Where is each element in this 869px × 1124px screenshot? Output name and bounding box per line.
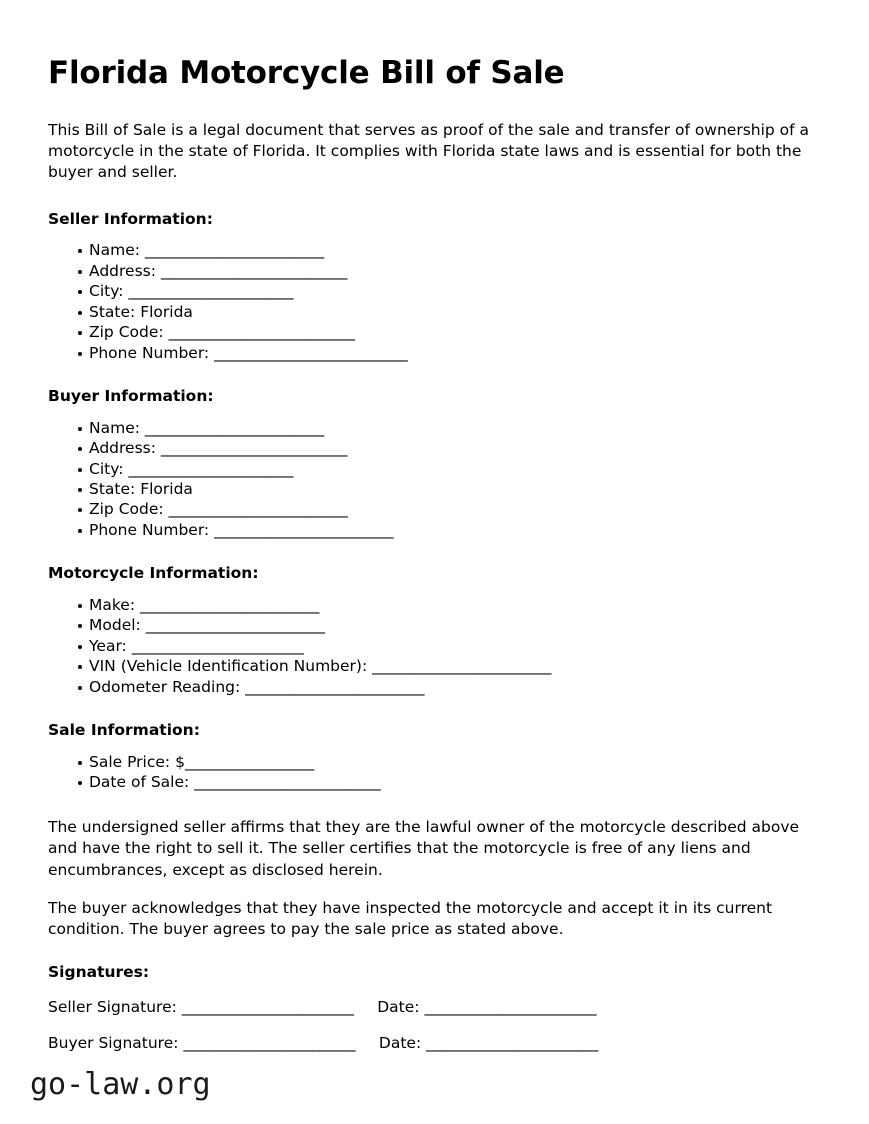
- sale-information-fields: [48, 752, 821, 793]
- page-title: Florida Motorcycle Bill of Sale: [48, 55, 565, 91]
- buyer-date-blank[interactable]: ________________________: [426, 1033, 598, 1052]
- list-item: [48, 281, 821, 301]
- list-item: [48, 240, 821, 260]
- field-label: State:: [89, 302, 136, 321]
- field-label: Address:: [89, 439, 156, 458]
- field-blank[interactable]: __________________________: [194, 773, 381, 792]
- list-item: [48, 677, 821, 697]
- field-value: Florida: [140, 480, 193, 499]
- list-item: [48, 752, 821, 772]
- field-label: Name:: [89, 241, 140, 260]
- seller-affirmation-paragraph: The undersigned seller affirms that they are the lawful owner of the motorcycle described above and have the right to sell it. The seller certifies that the motorcycle is free of any liens and encumbrances, except as disclosed herein.: [48, 817, 800, 879]
- field-blank[interactable]: _________________________: [372, 657, 551, 676]
- field-blank[interactable]: ___________________________: [214, 343, 408, 362]
- field-blank[interactable]: _________________________: [140, 595, 319, 614]
- field-label: Model:: [89, 616, 141, 635]
- list-item: [48, 656, 821, 676]
- seller-information-fields: [48, 240, 821, 363]
- field-label: Phone Number:: [89, 520, 210, 539]
- seller-signature-label: Seller Signature:: [48, 997, 177, 1016]
- field-blank[interactable]: _________________________: [245, 677, 424, 696]
- field-label: Zip Code:: [89, 500, 164, 519]
- list-item: [48, 615, 821, 635]
- field-blank[interactable]: __________________________: [160, 261, 347, 280]
- intro-paragraph: This Bill of Sale is a legal document that serves as proof of the sale and transfer of ownership of a motorcycle in the state of Florida. It complies with Florida state laws and is essential for both the buyer and seller.: [48, 120, 810, 182]
- buyer-information-fields: [48, 418, 821, 541]
- buyer-signature-row: [48, 1033, 821, 1053]
- motorcycle-information-heading: Motorcycle Information:: [48, 564, 259, 583]
- list-item: [48, 438, 821, 458]
- field-blank[interactable]: _________________________: [144, 418, 324, 437]
- field-label: Name:: [89, 418, 140, 437]
- field-label: Date of Sale:: [89, 773, 190, 792]
- field-label: Odometer Reading:: [89, 677, 241, 696]
- list-item: [48, 459, 821, 479]
- seller-information-heading: Seller Information:: [48, 209, 213, 228]
- motorcycle-information-fields: [48, 595, 821, 697]
- field-label: Sale Price: $: [89, 752, 185, 771]
- list-item: [48, 322, 821, 342]
- field-blank[interactable]: __________________________: [160, 439, 347, 458]
- list-item: [48, 261, 821, 281]
- site-watermark: go-law.org: [30, 1067, 211, 1102]
- list-item: [48, 418, 821, 438]
- field-label: VIN (Vehicle Identification Number):: [89, 657, 368, 676]
- signatures-heading: Signatures:: [48, 962, 150, 981]
- list-item: [48, 343, 821, 363]
- field-blank[interactable]: _________________________: [144, 241, 324, 260]
- buyer-signature-label: Buyer Signature:: [48, 1033, 179, 1052]
- field-label: City:: [89, 459, 124, 478]
- list-item: [48, 636, 821, 656]
- seller-date-label: Date:: [377, 997, 420, 1016]
- field-value: Florida: [140, 302, 193, 321]
- sale-information-heading: Sale Information:: [48, 721, 200, 740]
- field-label: Address:: [89, 261, 156, 280]
- list-item: [48, 595, 821, 615]
- buyer-information-heading: Buyer Information:: [48, 387, 214, 406]
- field-blank[interactable]: __________________: [184, 752, 314, 771]
- field-blank[interactable]: _________________________: [168, 500, 348, 519]
- list-item: [48, 302, 821, 322]
- field-label: Make:: [89, 595, 136, 614]
- seller-signature-row: [48, 997, 821, 1017]
- list-item: [48, 772, 821, 792]
- field-label: State:: [89, 480, 136, 499]
- field-blank[interactable]: _______________________: [128, 459, 293, 478]
- field-label: Zip Code:: [89, 323, 164, 342]
- field-label: Year:: [89, 636, 127, 655]
- buyer-acknowledgement-paragraph: The buyer acknowledges that they have inspected the motorcycle and accept it in its current condition. The buyer agrees to pay the sale price as stated above.: [48, 898, 773, 939]
- buyer-date-label: Date:: [378, 1033, 422, 1052]
- field-blank[interactable]: _________________________: [214, 520, 393, 539]
- list-item: [48, 499, 821, 519]
- buyer-signature-blank[interactable]: ________________________: [183, 1033, 356, 1052]
- field-blank[interactable]: _______________________: [128, 282, 293, 301]
- field-blank[interactable]: __________________________: [168, 323, 355, 342]
- field-label: Phone Number:: [89, 343, 210, 362]
- list-item: [48, 520, 821, 540]
- seller-date-blank[interactable]: ________________________: [424, 997, 597, 1016]
- seller-signature-blank[interactable]: ________________________: [181, 997, 354, 1016]
- field-label: City:: [89, 282, 124, 301]
- field-blank[interactable]: ________________________: [131, 636, 304, 655]
- list-item: [48, 479, 821, 499]
- field-blank[interactable]: _________________________: [145, 616, 325, 635]
